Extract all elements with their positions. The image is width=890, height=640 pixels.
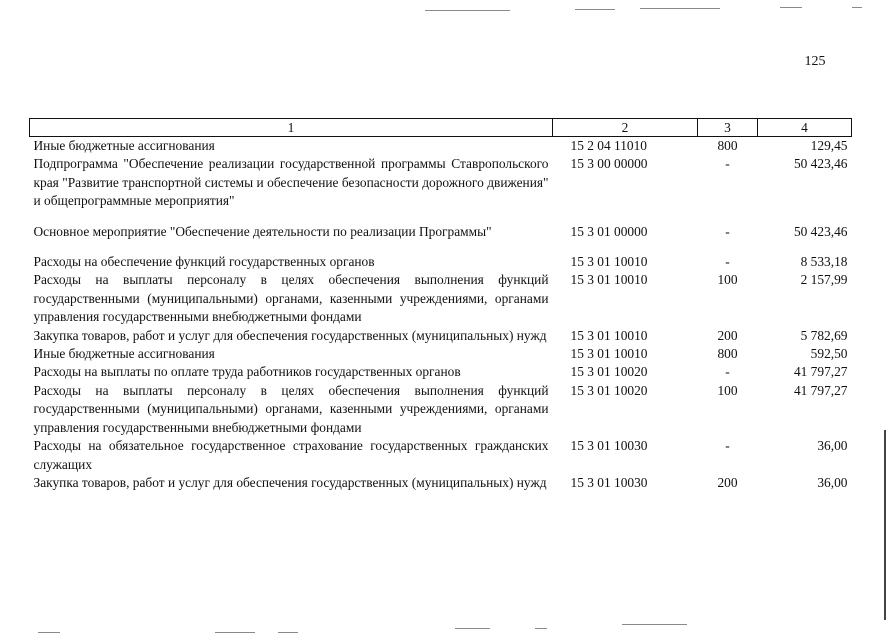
row-csr-code: 15 3 00 00000 [570,156,648,172]
row-vr-code: 200 [717,327,738,343]
table-row [30,474,852,492]
row-amount: 50 423,46 [793,156,848,172]
row-csr-code: 15 3 01 10010 [570,346,648,362]
table-header-row [30,119,852,137]
row-vr-code: - [725,438,730,454]
row-name: Расходы на обеспечение функций государственных органов [33,254,375,270]
row-csr-code: 15 3 01 10010 [570,327,648,343]
table-row [30,363,852,381]
row-amount: 592,50 [810,346,848,362]
table-row [30,253,852,271]
row-csr-code: 15 2 04 11010 [570,138,647,153]
scan-artifact [640,8,720,9]
table-row [30,437,852,474]
table-header [30,119,852,137]
row-csr-code: 15 3 01 10030 [570,474,648,490]
scan-edge-line [884,430,886,620]
page-number: 125 [804,54,826,69]
row-amount: 41 797,27 [793,364,848,380]
row-name: Расходы на обязательное государственное страхование государственных гражданских служащих [33,438,549,472]
column-header-1: 1 [30,119,553,137]
row-vr-code: 200 [717,474,738,490]
column-header-2: 2 [553,119,698,137]
row-vr-code: 800 [717,138,738,153]
row-amount: 41 797,27 [793,382,848,398]
row-csr-code: 15 3 01 10010 [570,254,648,270]
scan-artifact [455,628,490,629]
row-amount: 2 157,99 [800,272,848,288]
row-csr-code: 15 3 01 10030 [570,438,648,454]
row-name: Подпрограмма "Обеспечение реализации государственной программы Ставропольского края "Развитие транспортной системы и обеспечение безопасности дорожного движения" и общепрограммные мероприятия" [33,156,549,209]
scan-artifact [215,632,255,633]
row-csr-code: 15 3 01 00000 [570,223,648,239]
row-name: Расходы на выплаты персоналу в целях обеспечения выполнения функций государственными (муниципальными) органами, казенными учреждениями, органами управления государственными внебюджетными фондами [33,272,549,325]
table-row [30,155,852,222]
scan-artifact [575,9,615,10]
row-vr-code: 100 [717,382,738,398]
row-vr-code: - [725,254,730,270]
row-amount: 36,00 [817,438,848,454]
row-amount: 50 423,46 [793,223,848,239]
row-name: Иные бюджетные ассигнования [33,138,215,153]
table-row [30,137,852,156]
table-row [30,327,852,345]
scan-artifact [38,632,60,633]
row-vr-code: - [725,364,730,380]
row-name: Иные бюджетные ассигнования [33,346,215,362]
row-amount: 8 533,18 [800,254,848,270]
row-vr-code: - [725,156,730,172]
budget-table [29,118,852,492]
row-name: Расходы на выплаты персоналу в целях обеспечения выполнения функций государственными (муниципальными) органами, казенными учреждениями, органами управления государственными внебюджетными фондами [33,382,549,435]
row-csr-code: 15 3 01 10010 [570,272,648,288]
row-amount: 129,45 [810,138,848,153]
row-vr-code: - [725,223,730,239]
row-csr-code: 15 3 01 10020 [570,382,648,398]
row-name: Закупка товаров, работ и услуг для обеспечения государственных (муниципальных) нужд [33,327,547,343]
row-name: Закупка товаров, работ и услуг для обеспечения государственных (муниципальных) нужд [33,474,547,490]
row-name: Расходы на выплаты по оплате труда работников государственных органов [33,364,461,380]
scan-artifact [425,10,510,11]
table-row [30,223,852,253]
row-amount: 36,00 [817,474,848,490]
column-header-4: 4 [758,119,852,137]
scan-artifact [622,624,687,625]
row-csr-code: 15 3 01 10020 [570,364,648,380]
scan-artifact [780,7,802,8]
row-name: Основное мероприятие "Обеспечение деятельности по реализации Программы" [33,223,492,239]
scan-artifact [852,7,862,8]
table-body [30,137,852,493]
row-amount: 5 782,69 [800,327,848,343]
column-header-3: 3 [698,119,758,137]
row-vr-code: 100 [717,272,738,288]
table-row [30,271,852,326]
row-vr-code: 800 [717,346,738,362]
scan-artifact [535,628,547,629]
table-row [30,382,852,437]
table-row [30,345,852,363]
scan-artifact [278,632,298,633]
